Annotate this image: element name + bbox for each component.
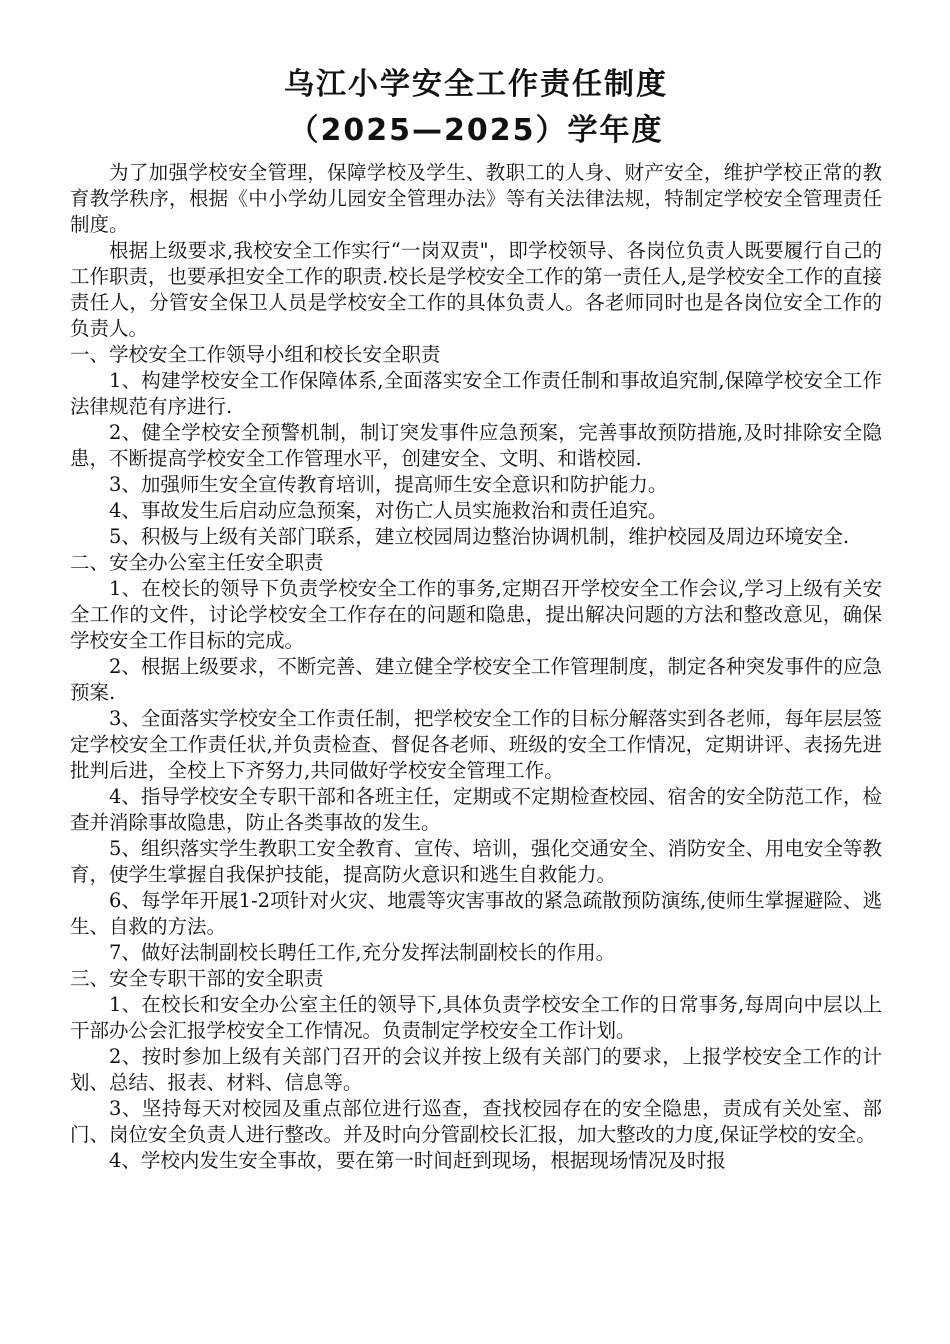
list-item: 2、健全学校安全预警机制，制订突发事件应急预案，完善事故预防措施,及时排除安全隐患，不断提高学校安全工作管理水平，创建安全、文明、和谐校园. xyxy=(70,421,882,470)
list-item: 3、加强师生安全宣传教育培训，提高师生安全意识和防护能力。 xyxy=(109,473,668,496)
list-item: 7、做好法制副校长聘任工作,充分发挥法制副校长的作用。 xyxy=(109,941,616,964)
document-title: 乌江小学安全工作责任制度 xyxy=(284,67,668,102)
list-item: 5、组织落实学生教职工安全教育、宣传、培训，强化交通安全、消防安全、用电安全等教育，使学生掌握自我保护技能，提高防火意识和逃生自救能力。 xyxy=(70,837,882,886)
section-heading: 一、学校安全工作领导小组和校长安全职责 xyxy=(70,343,441,366)
list-item: 6、每学年开展1-2项针对火灾、地震等灾害事故的紧急疏散预防演练,使师生掌握避险、逃生、自救的方法。 xyxy=(70,889,882,938)
section-heading: 二、安全办公室主任安全职责 xyxy=(70,551,324,574)
section-heading: 三、安全专职干部的安全职责 xyxy=(70,967,324,990)
document-subtitle: （2025—2025）学年度 xyxy=(288,113,664,148)
list-item: 1、构建学校安全工作保障体系,全面落实安全工作责任制和事故追究制,保障学校安全工作法律规范有序进行. xyxy=(70,369,882,418)
list-item: 4、事故发生后启动应急预案，对伤亡人员实施救治和责任追究。 xyxy=(109,499,668,522)
list-item: 2、根据上级要求，不断完善、建立健全学校安全工作管理制度，制定各种突发事件的应急预案. xyxy=(70,655,882,704)
document-page xyxy=(70,62,882,1174)
list-item: 2、按时参加上级有关部门召开的会议并按上级有关部门的要求，上报学校安全工作的计划、总结、报表、材料、信息等。 xyxy=(70,1045,882,1094)
intro-paragraph: 根据上级要求,我校安全工作实行“一岗双责"，即学校领导、各岗位负责人既要履行自己的工作职责，也要承担安全工作的职责.校长是学校安全工作的第一责任人,是学校安全工作的直接责任人，分管安全保卫人员是学校安全工作的具体负责人。各老师同时也是各岗位安全工作的负责人。 xyxy=(70,239,882,340)
list-item: 3、全面落实学校安全工作责任制，把学校安全工作的目标分解落实到各老师，每年层层签定学校安全工作责任状,并负责检查、督促各老师、班级的安全工作情况，定期讲评、表扬先进批判后进，全校上下齐努力,共同做好学校安全管理工作。 xyxy=(70,707,882,782)
document-body xyxy=(70,160,882,1174)
list-item: 4、指导学校安全专职干部和各班主任，定期或不定期检查校园、宿舍的安全防范工作，检查并消除事故隐患，防止各类事故的发生。 xyxy=(70,785,882,834)
list-item: 3、坚持每天对校园及重点部位进行巡查，查找校园存在的安全隐患，责成有关处室、部门、岗位安全负责人进行整改。并及时向分管副校长汇报，加大整改的力度,保证学校的安全。 xyxy=(70,1097,882,1146)
list-item: 5、积极与上级有关部门联系，建立校园周边整治协调机制，维护校园及周边环境安全. xyxy=(109,525,850,548)
list-item: 1、在校长和安全办公室主任的领导下,具体负责学校安全工作的日常事务,每周向中层以上干部办公会汇报学校安全工作情况。负责制定学校安全工作计划。 xyxy=(70,993,882,1042)
list-item: 4、学校内发生安全事故，要在第一时间赶到现场，根据现场情况及时报 xyxy=(109,1149,726,1172)
list-item: 1、在校长的领导下负责学校安全工作的事务,定期召开学校安全工作会议,学习上级有关安全工作的文件，讨论学校安全工作存在的问题和隐患，提出解决问题的方法和整改意见，确保学校安全工作目标的完成。 xyxy=(70,577,882,652)
intro-paragraph: 为了加强学校安全管理，保障学校及学生、教职工的人身、财产安全，维护学校正常的教育教学秩序，根据《中小学幼儿园安全管理办法》等有关法律法规，特制定学校安全管理责任制度。 xyxy=(70,161,882,236)
